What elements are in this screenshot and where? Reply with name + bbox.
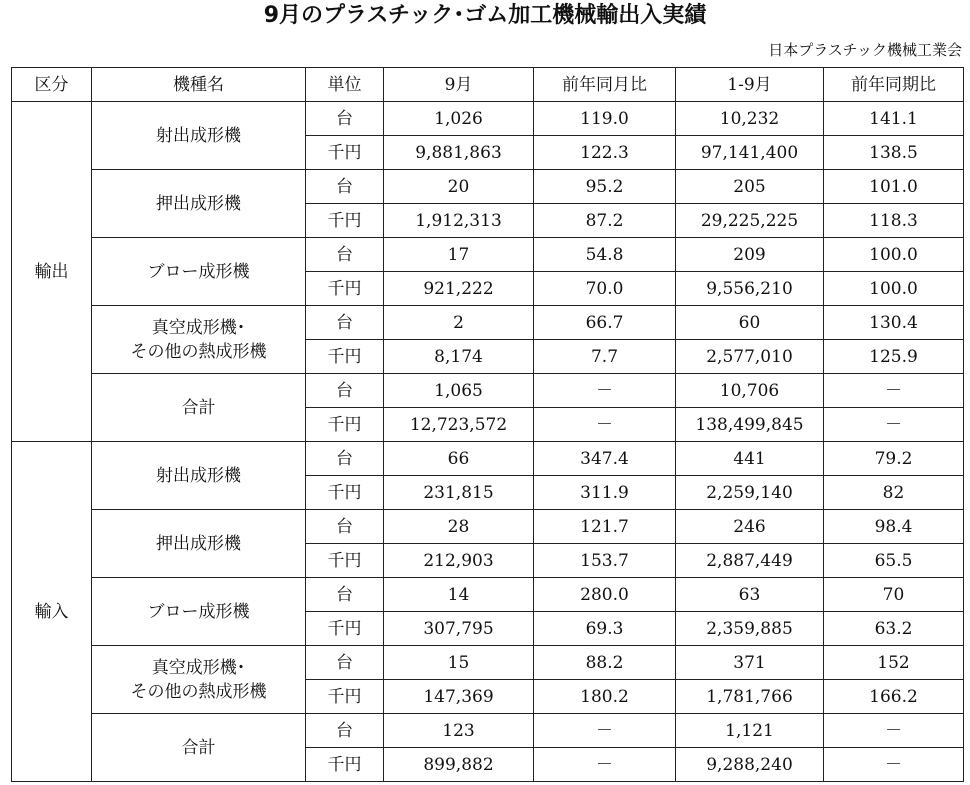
yoy-ytd-value: 82: [824, 476, 964, 510]
yoy-month-value: 280.0: [534, 578, 676, 612]
unit-cell: 台: [306, 646, 384, 680]
machine-name: 合計: [92, 374, 306, 442]
machine-name: 真空成形機･ その他の熱成形機: [92, 646, 306, 714]
header-row: [12, 68, 964, 102]
month-value: 15: [384, 646, 534, 680]
unit-cell: 千円: [306, 612, 384, 646]
month-value: 14: [384, 578, 534, 612]
unit-cell: 台: [306, 442, 384, 476]
ytd-value: 246: [676, 510, 824, 544]
yoy-month-value: 122.3: [534, 136, 676, 170]
unit-cell: 千円: [306, 136, 384, 170]
yoy-ytd-value: 98.4: [824, 510, 964, 544]
month-value: 921,222: [384, 272, 534, 306]
machine-name: 射出成形機: [92, 442, 306, 510]
yoy-ytd-value: 79.2: [824, 442, 964, 476]
unit-cell: 千円: [306, 544, 384, 578]
trade-table: [11, 67, 964, 782]
machine-name: 真空成形機･ その他の熱成形機: [92, 306, 306, 374]
unit-cell: 千円: [306, 680, 384, 714]
ytd-value: 2,259,140: [676, 476, 824, 510]
header-category: 区分: [12, 68, 92, 102]
month-value: 20: [384, 170, 534, 204]
yoy-month-value: 87.2: [534, 204, 676, 238]
month-value: 1,026: [384, 102, 534, 136]
header-month: 9月: [384, 68, 534, 102]
table-row: [12, 238, 964, 272]
yoy-month-value: 180.2: [534, 680, 676, 714]
yoy-ytd-value: －: [824, 374, 964, 408]
month-value: 1,912,313: [384, 204, 534, 238]
yoy-month-value: －: [534, 748, 676, 782]
yoy-month-value: 70.0: [534, 272, 676, 306]
month-value: 9,881,863: [384, 136, 534, 170]
yoy-month-value: －: [534, 714, 676, 748]
ytd-value: 371: [676, 646, 824, 680]
table-row: [12, 442, 964, 476]
unit-cell: 台: [306, 578, 384, 612]
header-yoy-ytd: 前年同期比: [824, 68, 964, 102]
table-row: [12, 102, 964, 136]
month-value: 212,903: [384, 544, 534, 578]
yoy-ytd-value: 130.4: [824, 306, 964, 340]
yoy-month-value: 153.7: [534, 544, 676, 578]
yoy-month-value: 88.2: [534, 646, 676, 680]
unit-cell: 千円: [306, 408, 384, 442]
month-value: 147,369: [384, 680, 534, 714]
yoy-ytd-value: －: [824, 408, 964, 442]
machine-name: ブロー成形機: [92, 238, 306, 306]
month-value: 231,815: [384, 476, 534, 510]
yoy-ytd-value: 101.0: [824, 170, 964, 204]
ytd-value: 138,499,845: [676, 408, 824, 442]
yoy-ytd-value: 70: [824, 578, 964, 612]
ytd-value: 60: [676, 306, 824, 340]
yoy-ytd-value: －: [824, 714, 964, 748]
ytd-value: 205: [676, 170, 824, 204]
source-label: 日本プラスチック機械工業会: [768, 41, 962, 59]
unit-cell: 台: [306, 510, 384, 544]
machine-name: 合計: [92, 714, 306, 782]
table-body: [12, 102, 964, 782]
yoy-month-value: －: [534, 374, 676, 408]
yoy-month-value: 95.2: [534, 170, 676, 204]
unit-cell: 台: [306, 102, 384, 136]
yoy-month-value: 66.7: [534, 306, 676, 340]
yoy-ytd-value: 100.0: [824, 238, 964, 272]
ytd-value: 29,225,225: [676, 204, 824, 238]
ytd-value: 1,121: [676, 714, 824, 748]
table-row: [12, 578, 964, 612]
yoy-ytd-value: 166.2: [824, 680, 964, 714]
yoy-ytd-value: 100.0: [824, 272, 964, 306]
yoy-ytd-value: 125.9: [824, 340, 964, 374]
ytd-value: 441: [676, 442, 824, 476]
ytd-value: 63: [676, 578, 824, 612]
unit-cell: 千円: [306, 748, 384, 782]
yoy-month-value: 311.9: [534, 476, 676, 510]
unit-cell: 千円: [306, 340, 384, 374]
unit-cell: 千円: [306, 272, 384, 306]
yoy-month-value: －: [534, 408, 676, 442]
table-row: [12, 510, 964, 544]
ytd-value: 10,232: [676, 102, 824, 136]
ytd-value: 2,359,885: [676, 612, 824, 646]
section-label: 輸出: [12, 102, 92, 442]
month-value: 899,882: [384, 748, 534, 782]
month-value: 17: [384, 238, 534, 272]
yoy-month-value: 69.3: [534, 612, 676, 646]
table-row: [12, 170, 964, 204]
month-value: 8,174: [384, 340, 534, 374]
unit-cell: 台: [306, 714, 384, 748]
machine-name: 押出成形機: [92, 510, 306, 578]
month-value: 123: [384, 714, 534, 748]
unit-cell: 台: [306, 170, 384, 204]
table-row: [12, 374, 964, 408]
header-ytd: 1-9月: [676, 68, 824, 102]
unit-cell: 台: [306, 238, 384, 272]
yoy-ytd-value: 118.3: [824, 204, 964, 238]
month-value: 307,795: [384, 612, 534, 646]
yoy-month-value: 121.7: [534, 510, 676, 544]
yoy-ytd-value: 63.2: [824, 612, 964, 646]
ytd-value: 209: [676, 238, 824, 272]
month-value: 12,723,572: [384, 408, 534, 442]
yoy-ytd-value: 141.1: [824, 102, 964, 136]
yoy-ytd-value: －: [824, 748, 964, 782]
header-unit: 単位: [306, 68, 384, 102]
header-yoy-month: 前年同月比: [534, 68, 676, 102]
machine-name: 射出成形機: [92, 102, 306, 170]
month-value: 66: [384, 442, 534, 476]
ytd-value: 97,141,400: [676, 136, 824, 170]
month-value: 28: [384, 510, 534, 544]
ytd-value: 1,781,766: [676, 680, 824, 714]
yoy-ytd-value: 152: [824, 646, 964, 680]
machine-name: ブロー成形機: [92, 578, 306, 646]
page-title: 9月のプラスチック･ゴム加工機械輸出入実績: [263, 3, 707, 28]
table-row: [12, 646, 964, 680]
unit-cell: 千円: [306, 476, 384, 510]
header-machine: 機種名: [92, 68, 306, 102]
yoy-month-value: 347.4: [534, 442, 676, 476]
machine-name: 押出成形機: [92, 170, 306, 238]
unit-cell: 台: [306, 374, 384, 408]
month-value: 2: [384, 306, 534, 340]
yoy-month-value: 54.8: [534, 238, 676, 272]
yoy-month-value: 7.7: [534, 340, 676, 374]
table-row: [12, 306, 964, 340]
section-label: 輸入: [12, 442, 92, 782]
ytd-value: 2,577,010: [676, 340, 824, 374]
month-value: 1,065: [384, 374, 534, 408]
table-row: [12, 714, 964, 748]
yoy-ytd-value: 65.5: [824, 544, 964, 578]
yoy-ytd-value: 138.5: [824, 136, 964, 170]
ytd-value: 10,706: [676, 374, 824, 408]
unit-cell: 千円: [306, 204, 384, 238]
ytd-value: 2,887,449: [676, 544, 824, 578]
yoy-month-value: 119.0: [534, 102, 676, 136]
unit-cell: 台: [306, 306, 384, 340]
ytd-value: 9,288,240: [676, 748, 824, 782]
ytd-value: 9,556,210: [676, 272, 824, 306]
